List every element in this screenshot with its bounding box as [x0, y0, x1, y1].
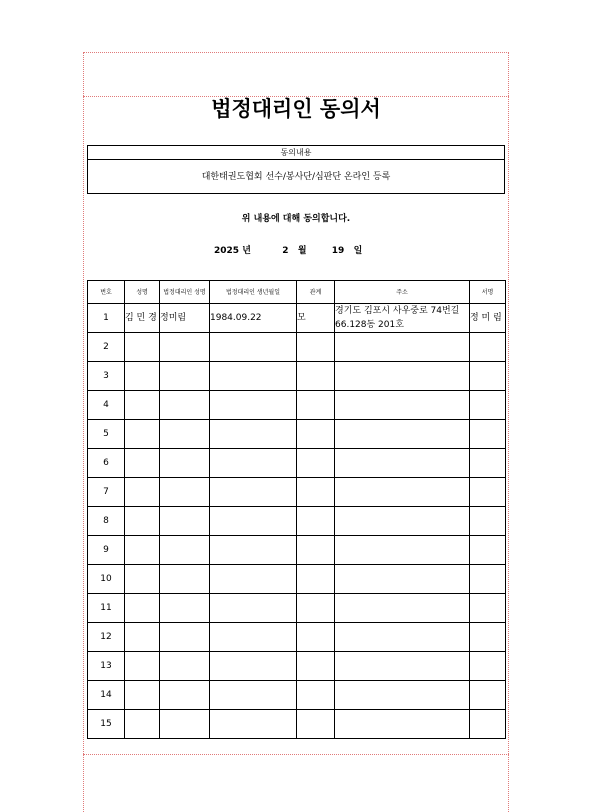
row-guardian-name — [160, 420, 210, 449]
table-row — [88, 391, 506, 420]
row-guardian-birth — [210, 449, 297, 478]
row-guardian-birth — [210, 681, 297, 710]
date-day-unit: 일 — [353, 246, 363, 256]
row-guardian-birth — [210, 594, 297, 623]
row-name — [125, 565, 160, 594]
row-guardian-name — [160, 536, 210, 565]
table-row — [88, 304, 506, 333]
row-relation — [297, 652, 335, 681]
row-guardian-birth — [210, 478, 297, 507]
row-address: 경기도 김포시 사우중로 74번길 66.128동 201호 — [335, 304, 470, 333]
header-guardian-name: 법정대리인 성명 — [160, 281, 210, 304]
row-guardian-name — [160, 333, 210, 362]
row-signature: 정 미 림 — [470, 304, 506, 333]
row-signature — [470, 536, 506, 565]
row-signature — [470, 333, 506, 362]
guardian-table — [87, 280, 506, 739]
header-relation: 관계 — [297, 281, 335, 304]
date-day: 19 — [331, 246, 345, 256]
row-guardian-birth — [210, 623, 297, 652]
row-name — [125, 594, 160, 623]
table-row — [88, 623, 506, 652]
row-signature — [470, 391, 506, 420]
row-guardian-birth — [210, 536, 297, 565]
row-guardian-birth: 1984.09.22 — [210, 304, 297, 333]
row-number: 8 — [88, 507, 125, 536]
row-number: 5 — [88, 420, 125, 449]
row-address — [335, 333, 470, 362]
row-relation — [297, 507, 335, 536]
row-name: 김 민 경 — [125, 304, 160, 333]
table-row — [88, 710, 506, 739]
table-row — [88, 652, 506, 681]
row-relation — [297, 420, 335, 449]
row-guardian-name — [160, 507, 210, 536]
row-guardian-name — [160, 362, 210, 391]
table-row — [88, 507, 506, 536]
row-address — [335, 536, 470, 565]
row-name — [125, 507, 160, 536]
row-address — [335, 623, 470, 652]
header-no: 번호 — [88, 281, 125, 304]
row-relation — [297, 536, 335, 565]
date-month-unit: 월 — [297, 246, 307, 256]
row-name — [125, 478, 160, 507]
consent-box — [87, 145, 505, 194]
row-number: 10 — [88, 565, 125, 594]
row-number: 4 — [88, 391, 125, 420]
row-guardian-birth — [210, 362, 297, 391]
row-number: 6 — [88, 449, 125, 478]
date-year-unit: 년 — [242, 246, 251, 256]
row-guardian-birth — [210, 652, 297, 681]
row-name — [125, 449, 160, 478]
table-row — [88, 362, 506, 391]
table-row — [88, 449, 506, 478]
row-number: 7 — [88, 478, 125, 507]
row-relation — [297, 391, 335, 420]
row-guardian-name — [160, 594, 210, 623]
row-guardian-birth — [210, 391, 297, 420]
row-guardian-birth — [210, 507, 297, 536]
row-number: 9 — [88, 536, 125, 565]
document-title: 법정대리인 동의서 — [211, 96, 381, 121]
row-relation — [297, 333, 335, 362]
row-guardian-birth — [210, 565, 297, 594]
row-number: 14 — [88, 681, 125, 710]
row-guardian-name — [160, 449, 210, 478]
row-guardian-name — [160, 478, 210, 507]
row-relation — [297, 594, 335, 623]
row-name — [125, 623, 160, 652]
agreement-statement: 위 내용에 대해 동의합니다. — [241, 214, 351, 224]
row-address — [335, 652, 470, 681]
row-number: 3 — [88, 362, 125, 391]
row-relation — [297, 449, 335, 478]
row-signature — [470, 565, 506, 594]
row-number: 2 — [88, 333, 125, 362]
row-address — [335, 507, 470, 536]
row-address — [335, 594, 470, 623]
header-signature: 서명 — [470, 281, 506, 304]
row-relation — [297, 623, 335, 652]
row-name — [125, 536, 160, 565]
row-signature — [470, 681, 506, 710]
row-relation: 모 — [297, 304, 335, 333]
consent-body: 대한태권도협회 선수/봉사단/심판단 온라인 등록 — [201, 172, 391, 182]
header-guardian-birth: 법정대리인 생년월일 — [210, 281, 297, 304]
table-row — [88, 536, 506, 565]
row-name — [125, 391, 160, 420]
row-relation — [297, 362, 335, 391]
row-signature — [470, 623, 506, 652]
row-signature — [470, 478, 506, 507]
row-number: 12 — [88, 623, 125, 652]
date-line — [214, 243, 362, 256]
row-guardian-name — [160, 710, 210, 739]
table-row — [88, 420, 506, 449]
row-guardian-birth — [210, 710, 297, 739]
header-address: 주소 — [335, 281, 470, 304]
row-signature — [470, 652, 506, 681]
row-number: 15 — [88, 710, 125, 739]
row-guardian-birth — [210, 333, 297, 362]
consent-header: 동의내용 — [88, 146, 504, 160]
row-number: 11 — [88, 594, 125, 623]
header-name: 성명 — [125, 281, 160, 304]
row-guardian-name — [160, 565, 210, 594]
row-guardian-name — [160, 681, 210, 710]
row-guardian-name — [160, 391, 210, 420]
row-address — [335, 565, 470, 594]
table-row — [88, 478, 506, 507]
row-name — [125, 652, 160, 681]
row-guardian-name: 정미림 — [160, 304, 210, 333]
row-name — [125, 333, 160, 362]
row-relation — [297, 478, 335, 507]
row-address — [335, 420, 470, 449]
row-number: 13 — [88, 652, 125, 681]
table-row — [88, 333, 506, 362]
row-address — [335, 478, 470, 507]
row-guardian-name — [160, 652, 210, 681]
date-year: 2025 — [214, 246, 240, 256]
date-month: 2 — [282, 246, 289, 256]
row-relation — [297, 710, 335, 739]
row-name — [125, 681, 160, 710]
row-address — [335, 362, 470, 391]
row-signature — [470, 594, 506, 623]
table-header-row — [88, 281, 506, 304]
table-row — [88, 565, 506, 594]
row-address — [335, 449, 470, 478]
row-guardian-name — [160, 623, 210, 652]
row-signature — [470, 362, 506, 391]
row-signature — [470, 507, 506, 536]
row-signature — [470, 710, 506, 739]
row-name — [125, 420, 160, 449]
row-number: 1 — [88, 304, 125, 333]
row-guardian-birth — [210, 420, 297, 449]
footer-margin-guide — [83, 754, 509, 755]
row-signature — [470, 420, 506, 449]
table-row — [88, 594, 506, 623]
row-name — [125, 710, 160, 739]
row-address — [335, 710, 470, 739]
row-relation — [297, 565, 335, 594]
row-relation — [297, 681, 335, 710]
row-name — [125, 362, 160, 391]
row-signature — [470, 449, 506, 478]
table-row — [88, 681, 506, 710]
row-address — [335, 391, 470, 420]
row-address — [335, 681, 470, 710]
